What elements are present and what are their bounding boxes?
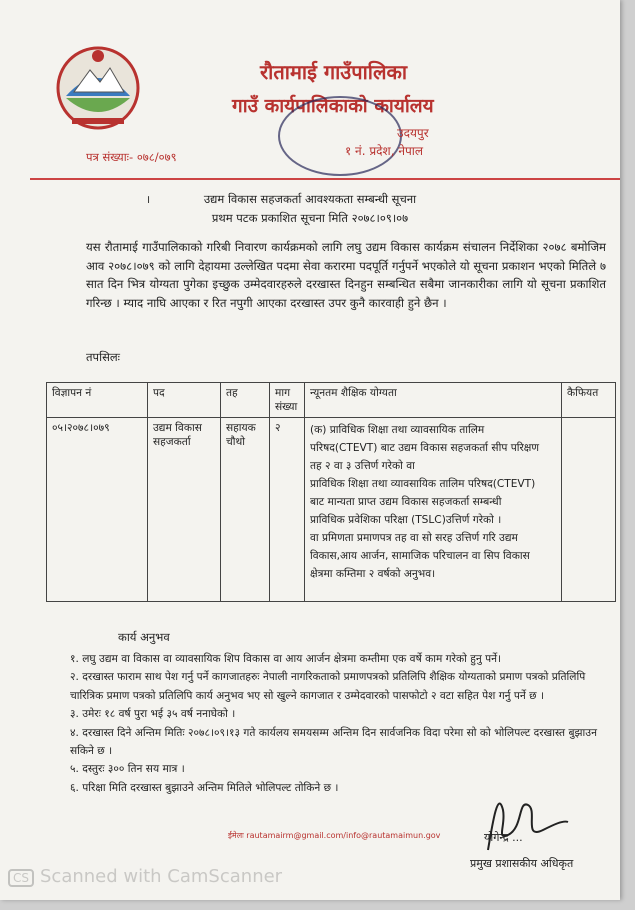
table-header-row (47, 383, 616, 418)
details-label: तपसिलः (86, 350, 120, 364)
qualification-line: प्राविधिक प्रवेशिका परिक्षा (TSLC)उत्तिर्ण गरेको । (310, 514, 502, 526)
list-item: ४. दरखास्त दिने अन्तिम मितिः २०७८।०९।१३ गते कार्यलय समयसम्म अन्तिम दिन सार्वजनिक विदा परेमा सो को भोलिपल्ट दरखास्त बुझाउन सकिने छ । (70, 726, 597, 758)
cell-remarks (562, 418, 616, 602)
address-block (345, 124, 429, 160)
address-line1: उदयपुर (397, 126, 429, 140)
cell-count: २ (270, 418, 305, 602)
signatory-name: योगेन्द्र ... (484, 831, 523, 844)
vacancy-table (46, 382, 616, 602)
conditions-list (70, 650, 610, 797)
col-level: तह (221, 383, 270, 418)
list-item: २. दरखास्त फाराम साथ पेश गर्नु पर्ने कागजातहरुः नेपाली नागरिकताको प्रमाणपत्रको प्रतिलिपि शैक्षिक योग्यताको प्रमाण पत्रको प्रतिलिपि चारित्रिक प्रमाण पत्रको प्रतिलिपि कार्य अनुभव भए सो खुल्ने कागजात र उम्मेदवारको पासफोटो २ वटा सहित पेश गर्नु पर्ने छ । (70, 671, 586, 702)
header-divider (30, 178, 620, 180)
col-count: माग संख्या (270, 383, 305, 418)
qualification-line: वा प्रमिणता प्रमाणपत्र तह वा सो सरह उत्तिर्ण गरि उद्यम (310, 532, 518, 544)
subject-bullet: । (146, 193, 151, 206)
qualification-line: तह २ वा ३ उत्तिर्ण गरेको वा (310, 460, 415, 472)
qualification-line: बाट मान्यता प्राप्त उद्यम विकास सहजकर्ता सम्बन्धी (310, 496, 502, 508)
qualification-line: विकास,आय आर्जन, सामाजिक परिचालन वा सिप विकास (310, 550, 530, 562)
address-line2: १ नं. प्रदेश, नेपाल (345, 144, 424, 158)
list-item: ५. दस्तुरः ३०० तिन सय मात्र । (70, 763, 185, 776)
office-name: गाउँ कार्यपालिकाको कार्यालय (232, 95, 434, 117)
org-name: रौतामाई गाउँपालिका (260, 60, 408, 84)
qualification-line: (क) प्राविधिक शिक्षा तथा व्यावसायिक तालिम (310, 424, 485, 436)
col-adv-no: विज्ञापन नं (47, 383, 148, 418)
nepal-emblem-logo (52, 40, 144, 132)
cell-post: उद्यम विकास सहजकर्ता (148, 418, 221, 602)
list-item: ३. उमेरः १८ वर्ष पुरा भई ३५ वर्ष ननाघेको । (70, 708, 236, 721)
signatory-title: प्रमुख प्रशासकीय अधिकृत (470, 857, 574, 870)
cell-adv-no: ०५।२०७८।०७९ (47, 418, 148, 602)
col-post: पद (148, 383, 221, 418)
cell-qualification (305, 418, 562, 602)
col-qualification: न्यूनतम शैक्षिक योग्यता (305, 383, 562, 418)
notice-body: यस रौतामाई गाउँपालिकाको गरिबी निवारण कार्यक्रमको लागि लघु उद्यम विकास कार्यक्रम संचालन निर्देशिका २०७८ बमोजिम आव २०७८।०७९ को लागि देहायमा उल्लेखित पदमा सेवा करारमा पदपूर्ति गर्नुपर्ने भएकोले यो सूचना प्रकाशन भएको मितिले ७ सात दिन भित्र योग्यता पुगेका इच्छुक उम्मेदवारहरुले दरखास्त दिनहुन सम्बन्धित सबैमा जानकारीका लागि यो सूचना प्रकाशित गरिन्छ । म्याद नाघि आएका र रित नपुगी आएका दरखास्त उपर कुनै कारवाही हुने छैन । (86, 240, 606, 310)
table-row (47, 418, 616, 602)
list-item: १. लघु उद्यम वा विकास वा व्यावसायिक शिप विकास वा आय आर्जन क्षेत्रमा कम्तीमा एक वर्षे काम गरेको हुनु पर्ने। (70, 653, 501, 665)
experience-heading: कार्य अनुभव (118, 630, 170, 644)
cell-level: सहायक चौथो (221, 418, 270, 602)
qualification-line: क्षेत्रमा कम्तिमा २ वर्षको अनुभव। (310, 568, 436, 580)
qualification-line: प्राविधिक शिक्षा तथा व्यावसायिक तालिम परिषद(CTEVT) (310, 478, 536, 490)
qualification-line: परिषद(CTEVT) बाट उद्यम विकास सहजकर्ता सीप परिक्षण (310, 442, 540, 454)
watermark-text: Scanned with CamScanner (40, 866, 283, 887)
list-item: ६. परिक्षा मिति दरखास्त बुझाउने अन्तिम मितिले भोलिपल्ट तोकिने छ । (70, 781, 339, 794)
subject-line1: उद्यम विकास सहजकर्ता आवश्यकता सम्बन्धी सूचना (203, 192, 417, 206)
scanner-watermark (8, 866, 282, 887)
subject-line2: प्रथम पटक प्रकाशित सूचना मिति २०७८।०९।०७ (211, 211, 409, 225)
reference-number: पत्र संख्याः- ०७८/०७९ (86, 150, 177, 164)
watermark-badge: CS (8, 869, 34, 887)
contact-email: ईमेलः rautamairm@gmail.com/info@rautamaimun.gov (228, 831, 441, 840)
handwritten-signature (468, 780, 578, 860)
col-remarks: कैफियत (562, 383, 616, 418)
